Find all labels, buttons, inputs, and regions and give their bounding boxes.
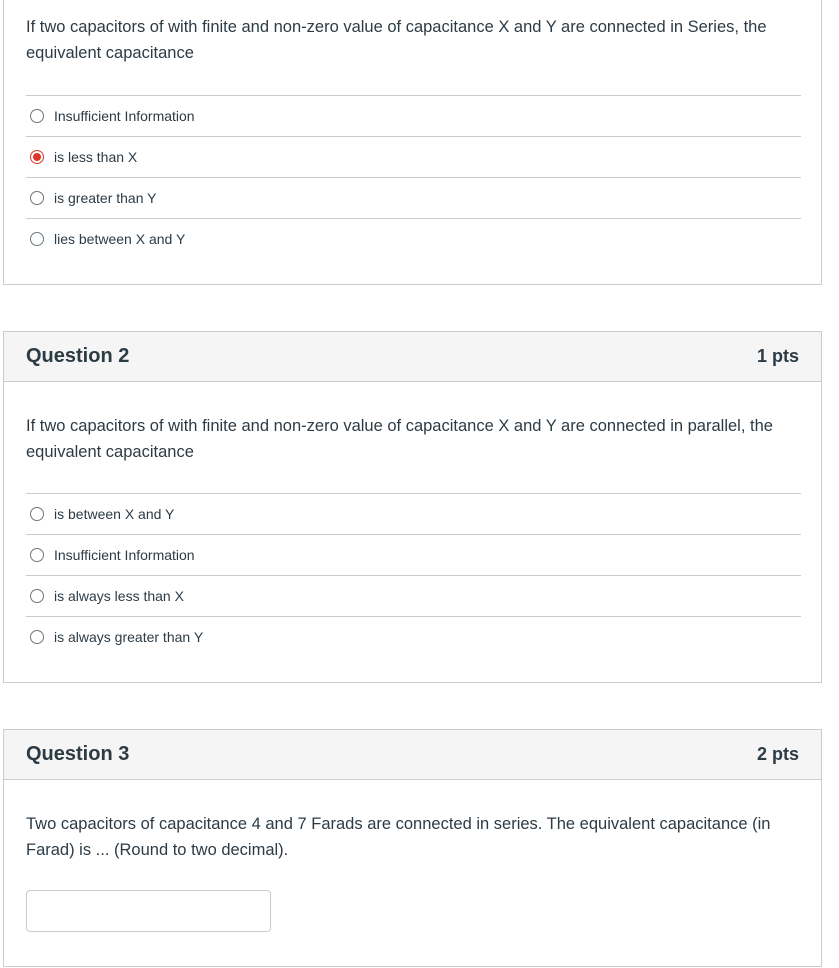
question-2-title: Question 2 [26,345,130,367]
answer-label: is between X and Y [54,506,175,522]
question-2-text: If two capacitors of with finite and non-zero value of capacitance X and Y are connected in parallel, the equivalent capacitance [26,417,773,461]
answer-label: is always less than X [54,588,184,604]
answer-option-selected[interactable] [26,136,801,177]
answer-option[interactable] [26,575,801,616]
answer-option[interactable] [26,177,801,218]
question-2-points: 1 pts [756,346,799,366]
question-1-text: If two capacitors of with finite and non-zero value of capacitance X and Y are connected in Series, the equivalent capacitance [26,18,767,62]
answer-label: is less than X [54,149,138,165]
answer-option[interactable] [26,95,801,136]
answer-label: lies between X and Y [54,231,186,247]
question-1-card [3,0,822,285]
radio-button-icon[interactable] [30,507,44,521]
answer-option[interactable] [26,616,801,657]
answer-label: Insufficient Information [54,108,195,124]
question-3-text: Two capacitors of capacitance 4 and 7 Farads are connected in series. The equivalent capacitance (in Farad) is ... (Round to two decimal). [26,815,771,859]
answer-option[interactable] [26,493,801,534]
question-2-card [3,331,822,683]
question-3-card [3,729,822,967]
question-3-title: Question 3 [26,743,130,765]
answer-option[interactable] [26,218,801,259]
answer-label: is always greater than Y [54,629,204,645]
radio-button-icon[interactable] [30,232,44,246]
question-1-answers [26,95,801,259]
question-3-points: 2 pts [756,744,799,764]
question-2-answers [26,493,801,657]
radio-button-icon[interactable] [30,589,44,603]
radio-button-icon[interactable] [30,109,44,123]
question-3-header [4,730,821,780]
question-2-header [4,332,821,382]
radio-button-icon[interactable] [30,191,44,205]
radio-button-icon[interactable] [30,548,44,562]
answer-option[interactable] [26,534,801,575]
answer-label: Insufficient Information [54,547,195,563]
answer-input[interactable] [26,890,271,932]
answer-label: is greater than Y [54,190,157,206]
radio-button-icon[interactable] [30,630,44,644]
radio-button-selected-icon[interactable] [30,150,44,164]
